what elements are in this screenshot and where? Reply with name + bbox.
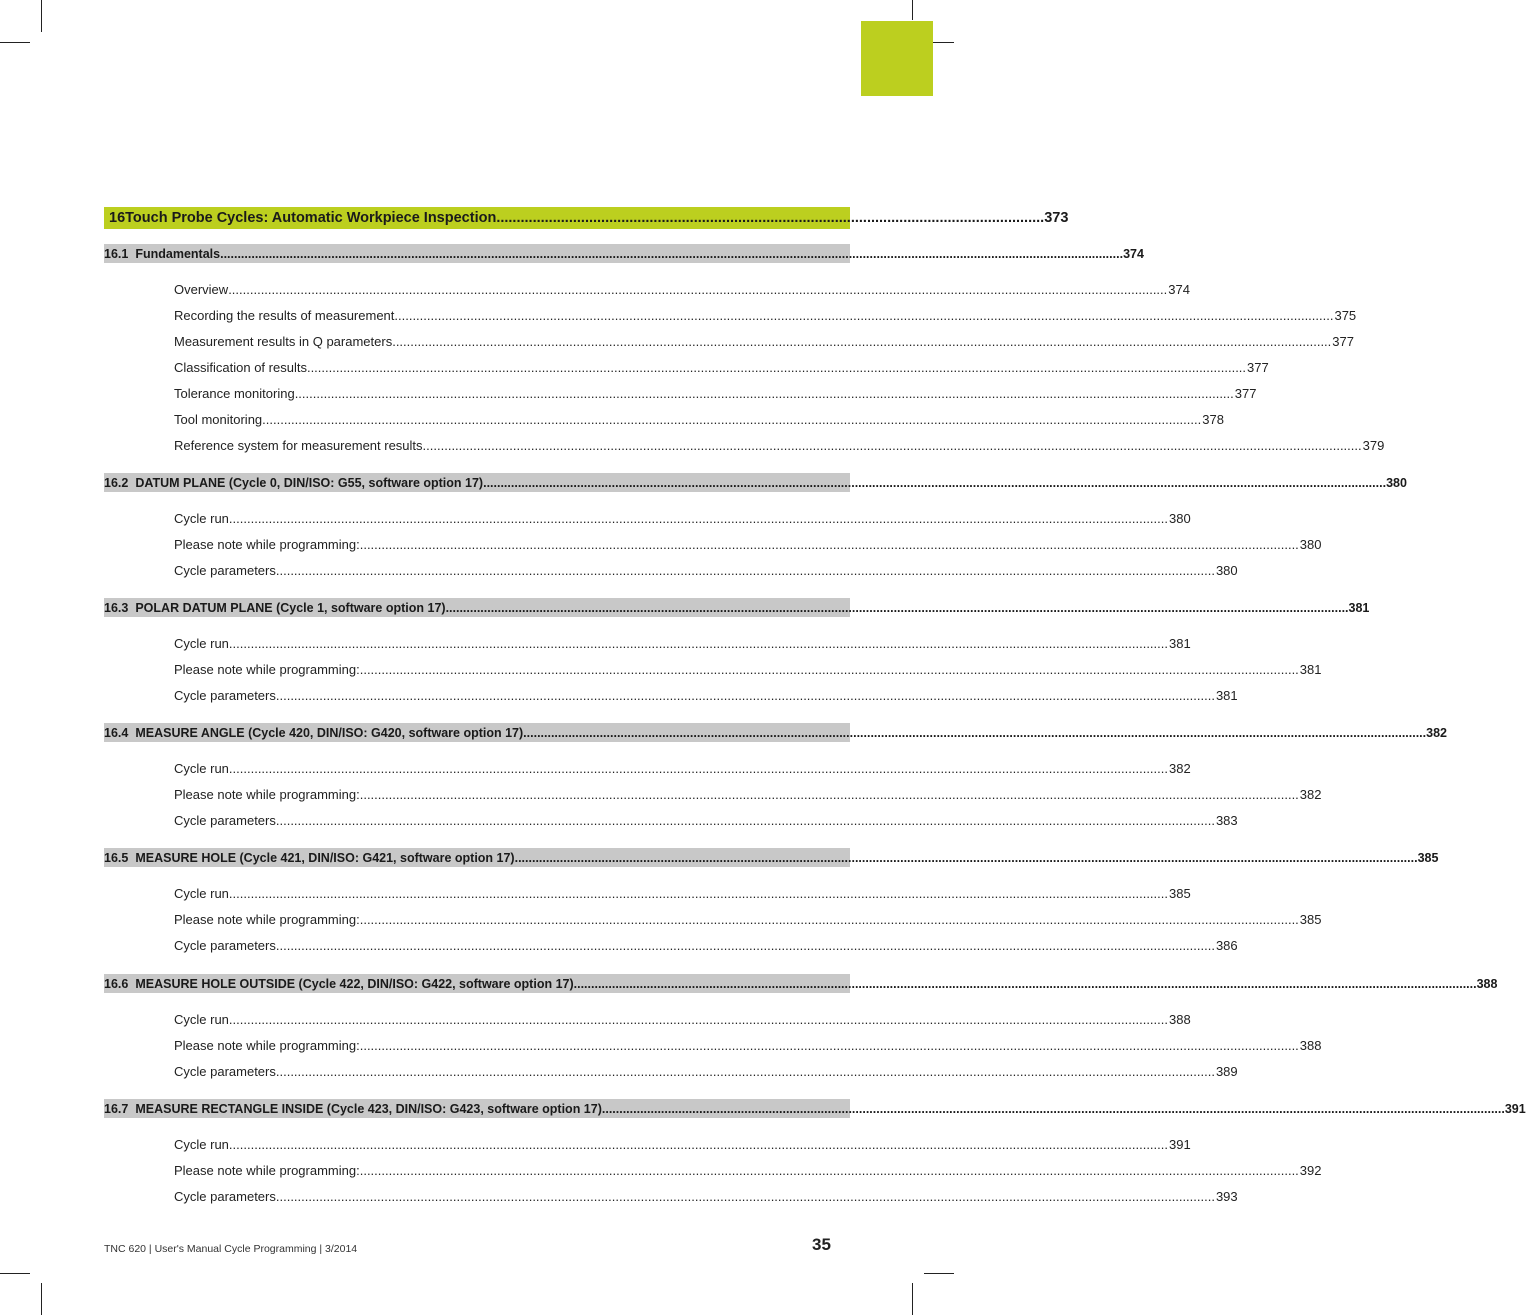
- toc-entry[interactable]: [174, 1161, 1322, 1179]
- leader-dots: ....................................................................................................................................................................................................................................................................: [275, 937, 1215, 953]
- entry-page: 391: [1169, 1136, 1191, 1152]
- section-title: POLAR DATUM PLANE (Cycle 1, software option 17): [135, 600, 446, 615]
- section-page: 381: [1348, 600, 1370, 615]
- section-number: 16.1: [104, 246, 129, 261]
- entry-page: 380: [1215, 562, 1238, 578]
- entry-title: Please note while programming:: [174, 911, 360, 927]
- entry-page: 381: [1299, 661, 1322, 677]
- entry-title: Please note while programming:: [174, 661, 360, 677]
- entry-page: 388: [1299, 1037, 1322, 1053]
- entry-page: 379: [1362, 437, 1385, 453]
- chapter-number: 16: [109, 210, 126, 226]
- entry-page: 377: [1234, 385, 1257, 401]
- toc-section-heading[interactable]: [104, 974, 1498, 993]
- section-title: Fundamentals: [135, 246, 221, 261]
- toc-entry[interactable]: [174, 910, 1322, 928]
- page-number: 35: [812, 1235, 831, 1254]
- toc-section-heading[interactable]: [104, 473, 1407, 492]
- entry-page: 382: [1169, 760, 1191, 776]
- entry-page: 389: [1215, 1063, 1238, 1079]
- entry-page: 374: [1168, 281, 1190, 297]
- toc-section-heading[interactable]: [104, 598, 1370, 617]
- entry-title: Cycle parameters: [174, 812, 276, 828]
- toc-section-heading[interactable]: [104, 244, 1144, 263]
- entry-title: Cycle run: [174, 1011, 229, 1027]
- crop-mark: [912, 1283, 913, 1315]
- entry-title: Reference system for measurement results: [174, 437, 423, 453]
- leader-dots: ....................................................................................................................................................................................................................................................................: [275, 812, 1215, 828]
- chapter-title: Touch Probe Cycles: Automatic Workpiece Inspection: [125, 210, 497, 226]
- toc-entry[interactable]: [174, 436, 1385, 454]
- toc-entry[interactable]: [174, 1187, 1238, 1205]
- entry-title: Cycle run: [174, 510, 229, 526]
- toc-entry[interactable]: [174, 358, 1269, 376]
- page-footer: TNC 620 | User's Manual Cycle Programming | 3/2014: [104, 1243, 358, 1255]
- crop-mark: [0, 42, 30, 43]
- entry-title: Tolerance monitoring: [174, 385, 295, 401]
- toc-entry[interactable]: [174, 686, 1238, 704]
- section-page: 385: [1417, 850, 1439, 865]
- section-title: MEASURE HOLE OUTSIDE (Cycle 422, DIN/ISO: G422, software option 17): [135, 976, 574, 991]
- toc-section-heading[interactable]: [104, 723, 1447, 742]
- toc-entry[interactable]: [174, 332, 1354, 350]
- chapter-accent-tab: [861, 21, 933, 96]
- toc-entry[interactable]: [174, 1036, 1322, 1054]
- entry-page: 388: [1169, 1011, 1191, 1027]
- leader-dots: ....................................................................................................................................................................................................................................................................: [514, 850, 1418, 865]
- toc-entry[interactable]: [174, 384, 1257, 402]
- crop-mark: [41, 0, 42, 32]
- toc-entry[interactable]: [174, 759, 1191, 777]
- section-number: 16.4: [104, 725, 129, 740]
- toc-entry[interactable]: [174, 884, 1191, 902]
- crop-mark: [0, 1273, 30, 1274]
- leader-dots: ....................................................................................................................................................................................................................................................................: [275, 1188, 1215, 1204]
- leader-dots: ....................................................................................................................................................................................................................................................................: [228, 1011, 1168, 1027]
- section-title: DATUM PLANE (Cycle 0, DIN/ISO: G55, software option 17): [135, 475, 484, 490]
- leader-dots: ....................................................................................................................................................................................................................................................................: [359, 536, 1299, 552]
- toc-section-heading[interactable]: [104, 848, 1439, 867]
- leader-dots: ....................................................................................................................................................................................................................................................................: [228, 885, 1168, 901]
- leader-dots: ....................................................................................................................................................................................................................................................................: [445, 600, 1349, 615]
- entry-page: 385: [1299, 911, 1322, 927]
- entry-title: Please note while programming:: [174, 1037, 360, 1053]
- entry-page: 378: [1202, 411, 1224, 427]
- leader-dots: ....................................................................................................................................................................................................................................................................: [359, 1037, 1299, 1053]
- toc-entry[interactable]: [174, 634, 1191, 652]
- toc-entry[interactable]: [174, 660, 1322, 678]
- entry-page: 393: [1215, 1188, 1238, 1204]
- leader-dots: ....................................................................................................................................................................................................................................................................: [228, 1136, 1168, 1152]
- entry-page: 377: [1332, 333, 1354, 349]
- entry-page: 385: [1169, 885, 1191, 901]
- toc-entry[interactable]: [174, 785, 1322, 803]
- leader-dots: ....................................................................................................................................................................................................................................................................: [228, 281, 1168, 297]
- entry-title: Measurement results in Q parameters: [174, 333, 393, 349]
- chapter-page: 373: [1044, 210, 1069, 226]
- entry-title: Cycle run: [174, 885, 229, 901]
- leader-dots: ....................................................................................................................................................................................................................................................................: [359, 786, 1299, 802]
- leader-dots: ....................................................................................................................................................................................................................................................................: [523, 725, 1427, 740]
- toc-entry[interactable]: [174, 1135, 1191, 1153]
- leader-dots: ....................................................................................................................................................................................................................................................................: [483, 475, 1387, 490]
- entry-title: Classification of results: [174, 359, 307, 375]
- leader-dots: ....................................................................................................................................................................................................................................................................: [422, 437, 1362, 453]
- toc-entry[interactable]: [174, 306, 1357, 324]
- section-number: 16.5: [104, 850, 129, 865]
- section-page: 391: [1504, 1101, 1526, 1116]
- entry-page: 381: [1169, 635, 1191, 651]
- crop-mark: [41, 1283, 42, 1315]
- toc-entry[interactable]: [174, 811, 1238, 829]
- toc-entry[interactable]: [174, 936, 1238, 954]
- entry-title: Please note while programming:: [174, 1162, 360, 1178]
- leader-dots: ....................................................................................................................................................................................................................................................................: [275, 562, 1215, 578]
- section-page: 380: [1386, 475, 1407, 490]
- leader-dots: ....................................................................................................................................................................................................................................................................: [359, 1162, 1299, 1178]
- entry-page: 380: [1299, 536, 1322, 552]
- entry-title: Please note while programming:: [174, 536, 360, 552]
- entry-page: 383: [1215, 812, 1238, 828]
- leader-dots: ....................................................................................................................................................................................................................................................................: [601, 1101, 1505, 1116]
- entry-title: Cycle run: [174, 760, 229, 776]
- section-page: 388: [1476, 976, 1498, 991]
- section-number: 16.3: [104, 600, 129, 615]
- leader-dots: ....................................................................................................................................................................................................................................................................: [394, 307, 1334, 323]
- section-page: 374: [1123, 246, 1144, 261]
- leader-dots: ....................................................................................................................................................................................................................................................................: [275, 1063, 1215, 1079]
- entry-title: Cycle parameters: [174, 562, 276, 578]
- leader-dots: ....................................................................................................................................................................................................................................................................: [573, 976, 1477, 991]
- entry-title: Tool monitoring: [174, 411, 263, 427]
- entry-page: 386: [1215, 937, 1238, 953]
- leader-dots: ....................................................................................................................................................................................................................................................................: [228, 635, 1168, 651]
- leader-dots: ....................................................................................................................................................................................................................................................................: [228, 760, 1168, 776]
- section-page: 382: [1426, 725, 1447, 740]
- toc-entry[interactable]: [174, 1062, 1238, 1080]
- entry-title: Cycle run: [174, 635, 229, 651]
- toc-section-heading[interactable]: [104, 1099, 1526, 1118]
- crop-mark: [924, 1273, 954, 1274]
- toc-entry[interactable]: [174, 535, 1322, 553]
- section-number: 16.2: [104, 475, 129, 490]
- section-title: MEASURE ANGLE (Cycle 420, DIN/ISO: G420, software option 17): [135, 725, 524, 740]
- toc-entry[interactable]: [174, 410, 1224, 428]
- leader-dots: ....................................................................................................................................................................................................................................................................: [359, 911, 1299, 927]
- entry-page: 380: [1169, 510, 1191, 526]
- entry-page: 377: [1247, 359, 1269, 375]
- entry-page: 392: [1299, 1162, 1322, 1178]
- leader-dots: ....................................................................................................................................................................................................................................................................: [392, 333, 1332, 349]
- toc-chapter-heading[interactable]: [104, 207, 1069, 229]
- toc-entry[interactable]: [174, 1010, 1191, 1028]
- entry-title: Please note while programming:: [174, 786, 360, 802]
- leader-dots: ....................................................................................................................................................................................................................................................................: [294, 385, 1234, 401]
- leader-dots: ....................................................................................................................................................................................................................................................................: [306, 359, 1247, 375]
- leader-dots: ....................................................................................................................................................................................................................................................................: [228, 510, 1168, 526]
- crop-mark: [912, 0, 913, 20]
- toc-entry[interactable]: [174, 280, 1190, 298]
- section-number: 16.7: [104, 1101, 129, 1116]
- section-title: MEASURE RECTANGLE INSIDE (Cycle 423, DIN/ISO: G423, software option 17): [135, 1101, 602, 1116]
- section-number: 16.6: [104, 976, 129, 991]
- entry-title: Cycle parameters: [174, 1063, 276, 1079]
- section-title: MEASURE HOLE (Cycle 421, DIN/ISO: G421, software option 17): [135, 850, 515, 865]
- leader-dots: ........................................................................................................................................: [496, 210, 1045, 226]
- entry-title: Overview: [174, 281, 229, 297]
- entry-title: Cycle parameters: [174, 687, 276, 703]
- entry-title: Cycle run: [174, 1136, 229, 1152]
- toc-entry[interactable]: [174, 509, 1191, 527]
- leader-dots: ....................................................................................................................................................................................................................................................................: [262, 411, 1202, 427]
- entry-page: 382: [1299, 786, 1322, 802]
- leader-dots: ....................................................................................................................................................................................................................................................................: [220, 246, 1124, 261]
- entry-page: 381: [1215, 687, 1238, 703]
- entry-page: 375: [1334, 307, 1357, 323]
- entry-title: Cycle parameters: [174, 937, 276, 953]
- entry-title: Recording the results of measurement: [174, 307, 395, 323]
- entry-title: Cycle parameters: [174, 1188, 276, 1204]
- toc-entry[interactable]: [174, 561, 1238, 579]
- leader-dots: ....................................................................................................................................................................................................................................................................: [275, 687, 1215, 703]
- leader-dots: ....................................................................................................................................................................................................................................................................: [359, 661, 1299, 677]
